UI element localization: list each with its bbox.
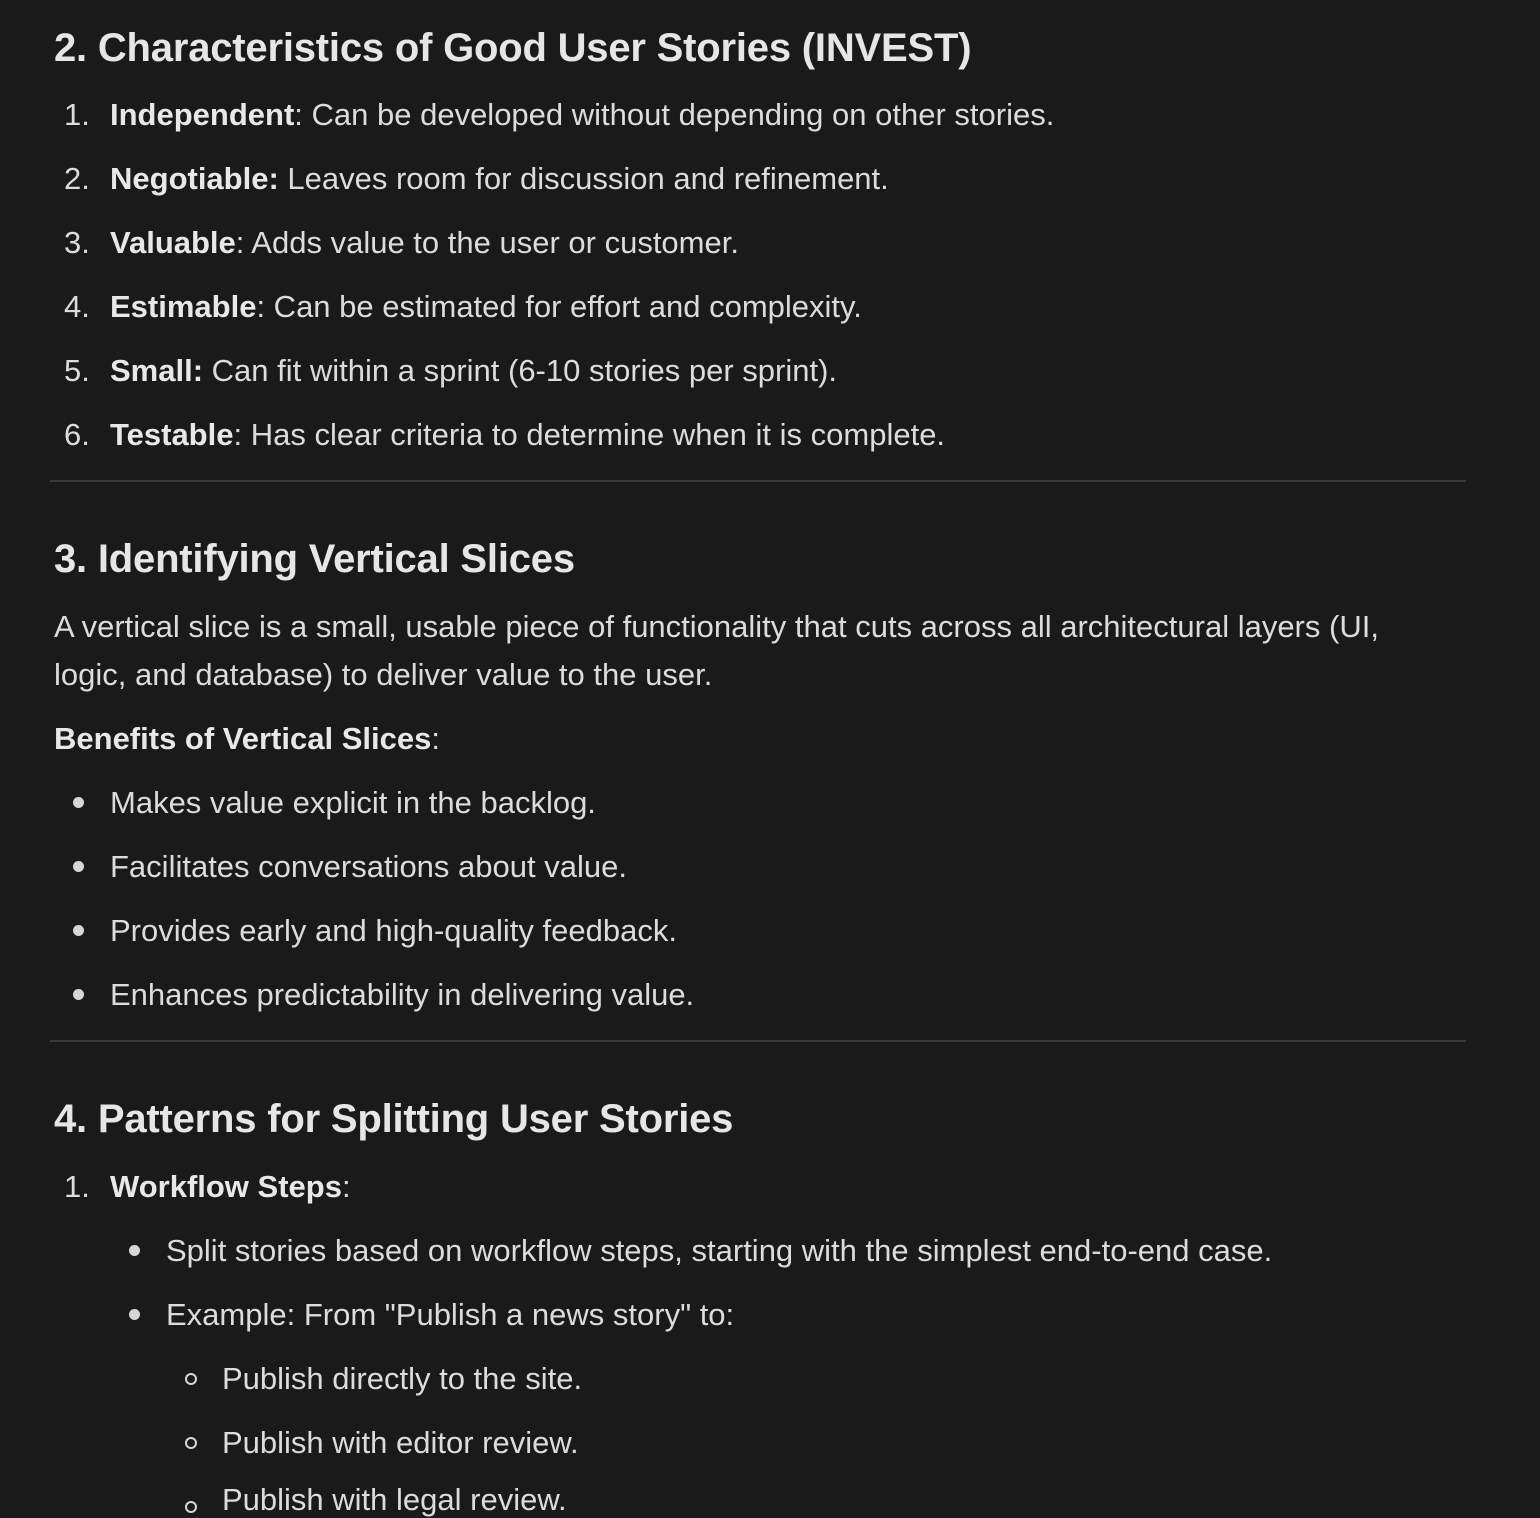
list-item: Makes value explicit in the backlog. xyxy=(110,785,596,820)
bullet-icon xyxy=(73,925,84,936)
list-item xyxy=(110,97,1054,133)
list-item-term: Estimable xyxy=(110,289,257,324)
hollow-bullet-icon xyxy=(185,1437,197,1449)
list-item xyxy=(110,1169,351,1205)
nested-list-item: Split stories based on workflow steps, starting with the simplest end-to-end case. xyxy=(166,1233,1273,1268)
list-item xyxy=(110,161,889,197)
list-item: Provides early and high-quality feedback. xyxy=(110,913,677,948)
list-item-text: Leaves room for discussion and refinement. xyxy=(278,161,889,196)
list-item-term: Workflow Steps xyxy=(110,1169,342,1204)
list-item xyxy=(110,353,837,389)
list-item-term: Negotiable: xyxy=(110,161,279,196)
list-item: Enhances predictability in delivering value. xyxy=(110,977,695,1012)
list-item-text: Can fit within a sprint (6-10 stories per sprint). xyxy=(203,353,838,388)
bullet-icon xyxy=(129,1245,140,1256)
list-item: Facilitates conversations about value. xyxy=(110,849,627,884)
section-heading-invest: 2. Characteristics of Good User Stories (INVEST) xyxy=(54,26,972,70)
bullet-icon xyxy=(73,797,84,808)
list-item-term: Independent xyxy=(110,97,295,132)
list-item-term: Valuable xyxy=(110,225,236,260)
horizontal-divider xyxy=(50,1040,1466,1042)
section-heading-splitting-patterns: 4. Patterns for Splitting User Stories xyxy=(54,1097,734,1141)
horizontal-divider xyxy=(50,480,1466,482)
list-number: 6. xyxy=(64,417,90,452)
list-item-term: Testable xyxy=(110,417,234,452)
nested-sub-list-item: Publish directly to the site. xyxy=(222,1361,583,1396)
list-item-text: : Adds value to the user or customer. xyxy=(235,225,739,260)
benefits-term: Benefits of Vertical Slices xyxy=(54,721,432,756)
list-number: 1. xyxy=(64,97,90,132)
list-item-text: : Has clear criteria to determine when it is complete. xyxy=(233,417,946,452)
list-item xyxy=(110,225,739,261)
paragraph-line: logic, and database) to deliver value to the user. xyxy=(54,657,713,692)
list-number: 4. xyxy=(64,289,90,324)
nested-sub-list-item: Publish with legal review. xyxy=(222,1482,567,1517)
list-item xyxy=(110,417,945,453)
nested-list-item: Example: From "Publish a news story" to: xyxy=(166,1297,735,1332)
nested-sub-list-item: Publish with editor review. xyxy=(222,1425,579,1460)
list-item-term: Small: xyxy=(110,353,204,388)
paragraph-line: A vertical slice is a small, usable piece of functionality that cuts across all architectural layers (UI, xyxy=(54,609,1379,644)
bullet-icon xyxy=(73,989,84,1000)
hollow-bullet-icon xyxy=(185,1373,197,1385)
benefits-colon: : xyxy=(431,721,440,756)
bullet-icon xyxy=(73,861,84,872)
bullet-icon xyxy=(129,1309,140,1320)
list-item-colon: : xyxy=(341,1169,351,1204)
list-number: 1. xyxy=(64,1169,90,1204)
list-item-text: : Can be estimated for effort and complexity. xyxy=(256,289,862,324)
list-number: 2. xyxy=(64,161,90,196)
section-heading-vertical-slices: 3. Identifying Vertical Slices xyxy=(54,537,575,581)
list-number: 5. xyxy=(64,353,90,388)
list-item-text: : Can be developed without depending on other stories. xyxy=(294,97,1055,132)
list-item xyxy=(110,289,862,325)
benefits-label xyxy=(54,721,440,757)
list-number: 3. xyxy=(64,225,90,260)
hollow-bullet-icon xyxy=(185,1501,197,1513)
